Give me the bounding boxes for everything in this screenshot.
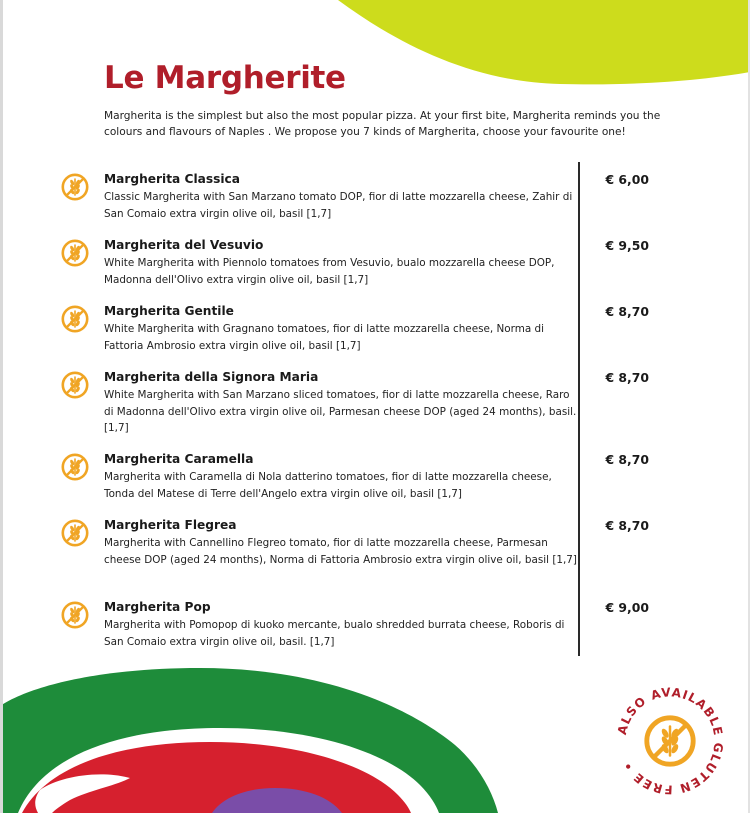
menu-item [60, 452, 660, 522]
intro-text: Margherita is the simplest but also the most popular pizza. At your first bite, Margherita reminds you the colours and flavours of Naples . We propose you 7 kinds of Margherita, choose your favourite one! [104, 110, 661, 138]
menu-item [60, 238, 660, 308]
item-description: Margherita with Caramella di Nola datterino tomatoes, fior di latte mozzarella cheese, Tonda del Matese di Terre dell'Angelo extra virgin olive oil, basil [1,7] [104, 471, 552, 500]
item-price: € 9,50 [605, 238, 649, 253]
menu-item [60, 304, 660, 374]
item-name: Margherita Gentile [104, 304, 234, 318]
item-description: Margherita with Cannellino Flegreo tomato, fior di latte mozzarella cheese, Parmesan cheese DOP (aged 24 months), Norma di Fattoria Ambrosio extra virgin olive oil, basil [1,7] [104, 537, 577, 566]
item-name: Margherita Classica [104, 172, 240, 186]
item-price: € 8,70 [605, 370, 649, 385]
item-name: Margherita Caramella [104, 452, 254, 466]
menu-item [60, 518, 660, 588]
item-description: White Margherita with Piennolo tomatoes from Vesuvio, bualo mozzarella cheese DOP, Madonna dell'Olivo extra virgin olive oil, basil [1,7] [104, 257, 555, 286]
menu-item [60, 600, 660, 670]
item-description: White Margherita with San Marzano sliced tomatoes, fior di latte mozzarella cheese, Raro di Madonna dell'Olivo extra virgin olive oil, Parmesan cheese DOP (aged 24 months), basil. [1,7] [104, 389, 577, 434]
gluten-free-wheat-icon [647, 718, 693, 764]
item-price: € 8,70 [605, 518, 649, 533]
gluten-free-wheat-icon [60, 304, 90, 334]
gluten-free-badge [612, 683, 728, 799]
item-description: Classic Margherita with San Marzano tomato DOP, fior di latte mozzarella cheese, Zahir di San Comaio extra virgin olive oil, basil [1,7] [104, 191, 573, 220]
gluten-free-wheat-icon [60, 600, 90, 630]
badge-text: ALSO AVAILABLE GLUTEN FREE • [614, 685, 726, 797]
item-name: Margherita Pop [104, 600, 211, 614]
page-title: Le Margherite [104, 60, 346, 96]
item-price: € 9,00 [605, 600, 649, 615]
menu-item [60, 370, 660, 440]
item-description: White Margherita with Gragnano tomatoes, fior di latte mozzarella cheese, Norma di Fattoria Ambrosio extra virgin olive oil, basil [1,7] [104, 323, 544, 352]
gluten-free-wheat-icon [60, 518, 90, 548]
item-price: € 6,00 [605, 172, 649, 187]
item-name: Margherita Flegrea [104, 518, 237, 532]
item-description: Margherita with Pomopop di kuoko mercante, bualo shredded burrata cheese, Roboris di San Comaio extra virgin olive oil, basil. [1,7] [104, 619, 565, 648]
item-price: € 8,70 [605, 304, 649, 319]
item-price: € 8,70 [605, 452, 649, 467]
item-name: Margherita della Signora Maria [104, 370, 319, 384]
gluten-free-wheat-icon [60, 452, 90, 482]
gluten-free-wheat-icon [60, 238, 90, 268]
item-name: Margherita del Vesuvio [104, 238, 264, 252]
gluten-free-wheat-icon [60, 370, 90, 400]
gluten-free-wheat-icon [60, 172, 90, 202]
menu-item [60, 172, 660, 242]
